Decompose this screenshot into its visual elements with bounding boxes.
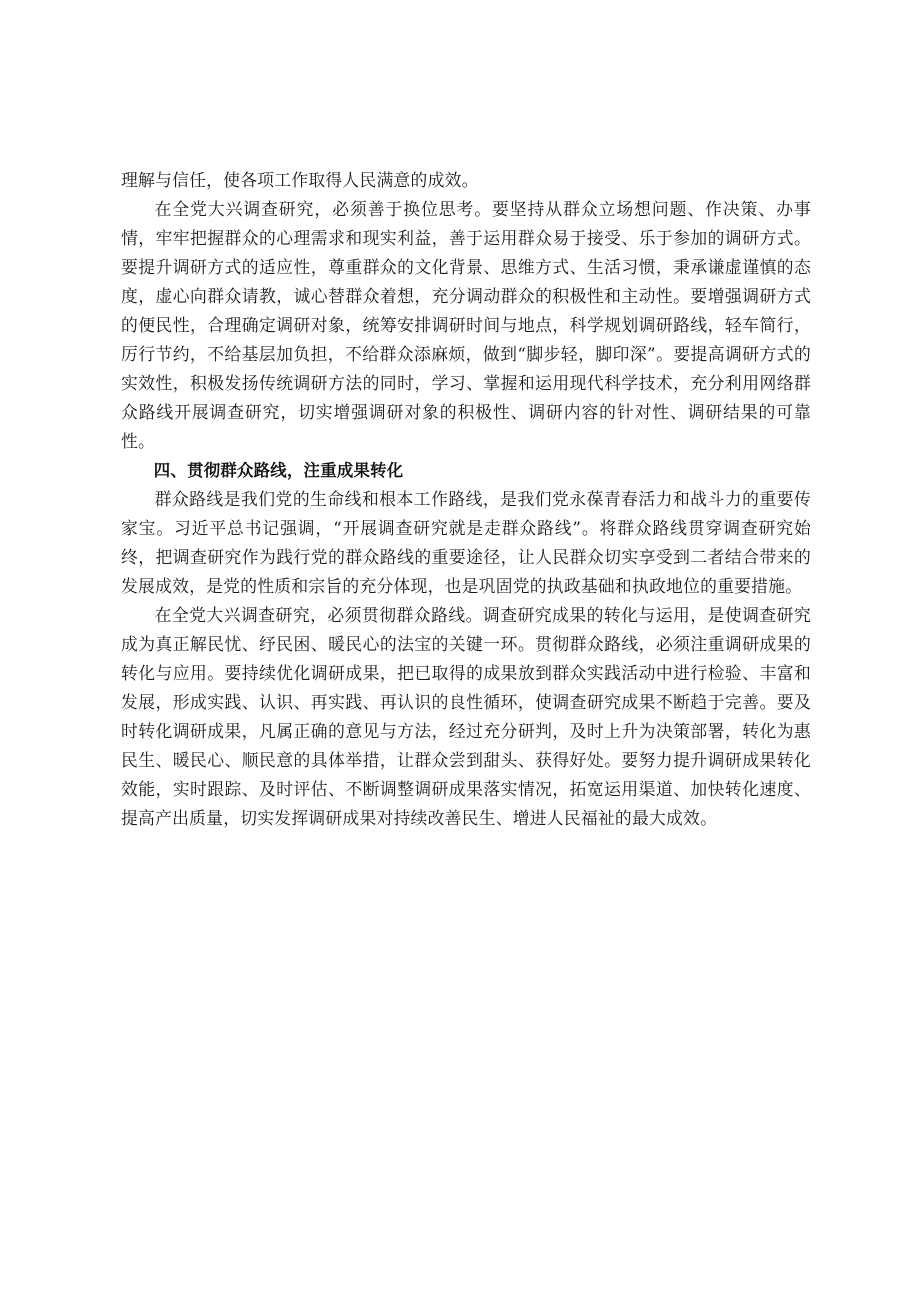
section-heading-four: 四、贯彻群众路线，注重成果转化 [153, 461, 404, 480]
paragraph-continuation: 理解与信任，使各项工作取得人民满意的成效。 [121, 170, 479, 190]
document-body [121, 166, 811, 833]
paragraph-results-transformation: 在全党大兴调查研究，必须贯彻群众路线。调查研究成果的转化与运用，是使调查研究成为真正解民忧、纾民困、暖民心的法宝的关键一环。贯彻群众路线，必须注重调研成果的转化与应用。要持续优化调研成果，把已取得的成果放到群众实践活动中进行检验、丰富和发展，形成实践、认识、再实践、再认识的良性循环，使调查研究成果不断趋于完善。要及时转化调研成果，凡属正确的意见与方法，经过充分研判，及时上升为决策部署，转化为惠民生、暖民心、顺民意的具体举措，让群众尝到甜头、获得好处。要努力提升调研成果转化效能，实时跟踪、及时评估、不断调整调研成果落实情况，拓宽运用渠道、加快转化速度、提高产出质量，切实发挥调研成果对持续改善民生、增进人民福祉的最大成效。 [121, 605, 811, 828]
paragraph-perspective-thinking: 在全党大兴调查研究，必须善于换位思考。要坚持从群众立场想问题、作决策、办事情，牢牢把握群众的心理需求和现实利益，善于运用群众易于接受、乐于参加的调研方式。要提升调研方式的适应性，尊重群众的文化背景、思维方式、生活习惯，秉承谦虚谨慎的态度，虚心向群众请教，诚心替群众着想，充分调动群众的积极性和主动性。要增强调研方式的便民性，合理确定调研对象，统筹安排调研时间与地点，科学规划调研路线，轻车简行，厉行节约，不给基层加负担，不给群众添麻烦，做到“脚步轻，脚印深”。要提高调研方式的实效性，积极发扬传统调研方法的同时，学习、掌握和运用现代科学技术，充分利用网络群众路线开展调查研究，切实增强调研对象的积极性、调研内容的针对性、调研结果的可靠性。 [121, 199, 811, 451]
paragraph-mass-line: 群众路线是我们党的生命线和根本工作路线，是我们党永葆青春活力和战斗力的重要传家宝。习近平总书记强调，“开展调查研究就是走群众路线”。将群众路线贯穿调查研究始终，把调查研究作为践行党的群众路线的重要途径，让人民群众切实享受到二者结合带来的发展成效，是党的性质和宗旨的充分体现，也是巩固党的执政基础和执政地位的重要措施。 [121, 489, 811, 596]
